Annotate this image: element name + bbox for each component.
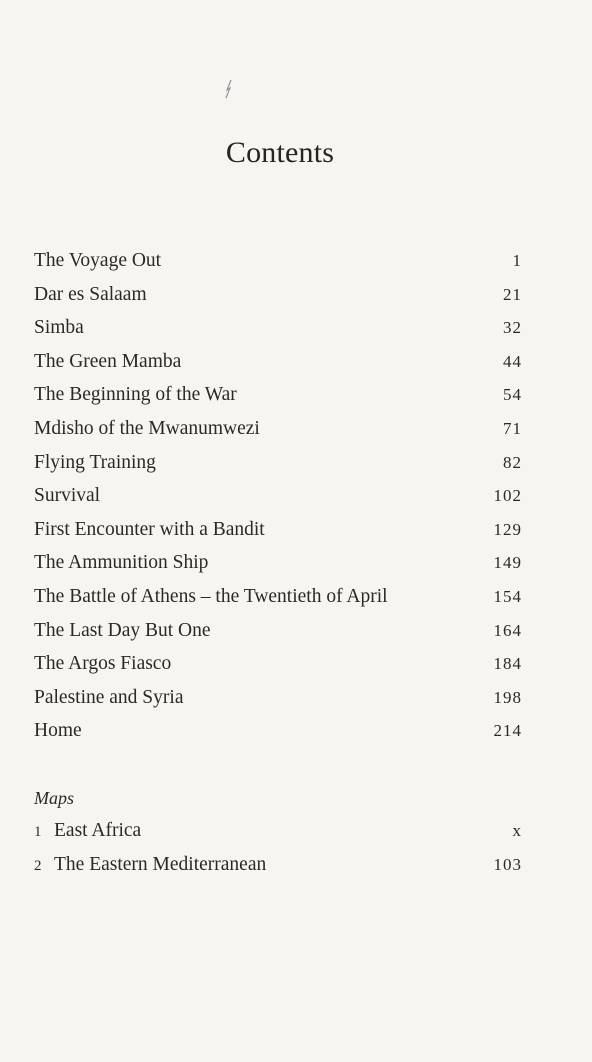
chapter-page: 198 <box>493 687 522 707</box>
chapter-page: 214 <box>493 721 522 741</box>
map-title: The Eastern Mediterranean <box>54 853 267 875</box>
page-title: Contents <box>225 136 335 169</box>
chapter-page: 1 <box>512 251 522 270</box>
map-row <box>34 820 522 854</box>
chapter-row <box>34 250 522 284</box>
chapter-page: 102 <box>493 486 522 506</box>
chapter-row <box>34 317 522 351</box>
map-number: 2 <box>34 857 42 874</box>
chapter-title: First Encounter with a Bandit <box>34 518 265 540</box>
chapter-page: 71 <box>503 418 522 438</box>
chapter-title: Survival <box>34 485 101 507</box>
chapter-page: 32 <box>503 318 522 338</box>
map-entry <box>34 854 266 876</box>
chapter-page: 164 <box>493 620 522 640</box>
chapter-row <box>34 687 522 721</box>
chapter-row <box>34 620 522 654</box>
chapter-row <box>34 519 522 553</box>
map-page: 103 <box>493 854 522 874</box>
chapter-title: The Last Day But One <box>34 619 211 641</box>
chapter-list <box>34 250 522 754</box>
chapter-title: The Ammunition Ship <box>34 552 209 574</box>
chapter-title: The Argos Fiasco <box>34 653 172 675</box>
chapter-row <box>34 720 522 754</box>
chapter-row <box>34 284 522 318</box>
chapter-row <box>34 418 522 452</box>
chapter-row <box>34 653 522 687</box>
chapter-title: Home <box>34 720 82 742</box>
chapter-title: Dar es Salaam <box>34 283 147 305</box>
map-title: East Africa <box>54 820 142 841</box>
chapter-row <box>34 485 522 519</box>
chapter-title: The Beginning of the War <box>34 384 237 406</box>
chapter-page: 44 <box>503 351 522 371</box>
chapter-row <box>34 552 522 586</box>
map-entry <box>34 820 141 842</box>
map-row <box>34 854 522 888</box>
chapter-title: The Battle of Athens – the Twentieth of April <box>34 585 388 607</box>
chapter-page: 21 <box>503 284 522 304</box>
chapter-row <box>34 384 522 418</box>
chapter-title: Mdisho of the Mwanumwezi <box>34 417 260 439</box>
chapter-row <box>34 351 522 385</box>
maps-heading: Maps <box>34 788 74 808</box>
map-page: x <box>512 821 522 840</box>
chapter-title: The Green Mamba <box>34 350 182 372</box>
chapter-page: 154 <box>493 586 522 606</box>
chapter-row <box>34 586 522 620</box>
chapter-page: 54 <box>503 385 522 405</box>
pencil-mark <box>222 78 236 100</box>
chapter-page: 184 <box>493 654 522 674</box>
chapter-page: 82 <box>503 452 522 472</box>
map-number: 1 <box>34 824 42 840</box>
chapter-title: The Voyage Out <box>34 250 162 271</box>
chapter-title: Flying Training <box>34 451 156 473</box>
chapter-page: 149 <box>493 553 522 573</box>
chapter-title: Simba <box>34 317 84 339</box>
chapter-page: 129 <box>493 519 522 539</box>
chapter-title: Palestine and Syria <box>34 686 184 708</box>
chapter-row <box>34 452 522 486</box>
maps-list <box>34 820 522 887</box>
